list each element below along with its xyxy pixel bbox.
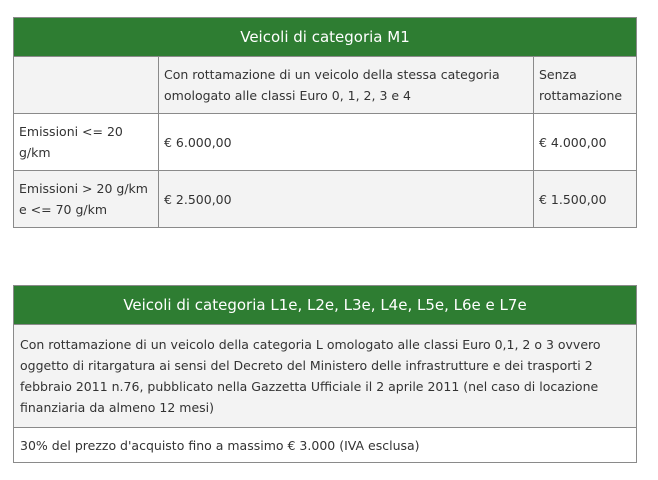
table-l-title: Veicoli di categoria L1e, L2e, L3e, L4e, L5e, L6e e L7e xyxy=(14,286,637,325)
table-m1-title: Veicoli di categoria M1 xyxy=(14,18,637,57)
row-label: Emissioni <= 20 g/km xyxy=(14,114,159,171)
table-l-incentive: 30% del prezzo d'acquisto fino a massimo € 3.000 (IVA esclusa) xyxy=(14,428,637,463)
table-header-row xyxy=(14,57,637,114)
row-with-value: € 2.500,00 xyxy=(159,171,534,228)
row-label: Emissioni > 20 g/km e <= 70 g/km xyxy=(14,171,159,228)
table-m1 xyxy=(13,17,637,228)
row-without-value: € 4.000,00 xyxy=(534,114,637,171)
table-l xyxy=(13,285,637,463)
row-with-value: € 6.000,00 xyxy=(159,114,534,171)
row-without-value: € 1.500,00 xyxy=(534,171,637,228)
header-without-scrapping: Senza rottamazione xyxy=(534,57,637,114)
table-l-description: Con rottamazione di un veicolo della categoria L omologato alle classi Euro 0,1, 2 o 3 ovvero oggetto di ritargatura ai sensi del Decreto del Ministero delle infrastrutture e dei trasporti 2 febbraio 2011 n.76, pubblicato nella Gazzetta Ufficiale il 2 aprile 2011 (nel caso di locazione finanziaria da almeno 12 mesi) xyxy=(14,325,637,428)
table-row xyxy=(14,171,637,228)
header-empty-cell xyxy=(14,57,159,114)
table-row xyxy=(14,114,637,171)
header-with-scrapping: Con rottamazione di un veicolo della stessa categoria omologato alle classi Euro 0, 1, 2, 3 e 4 xyxy=(159,57,534,114)
